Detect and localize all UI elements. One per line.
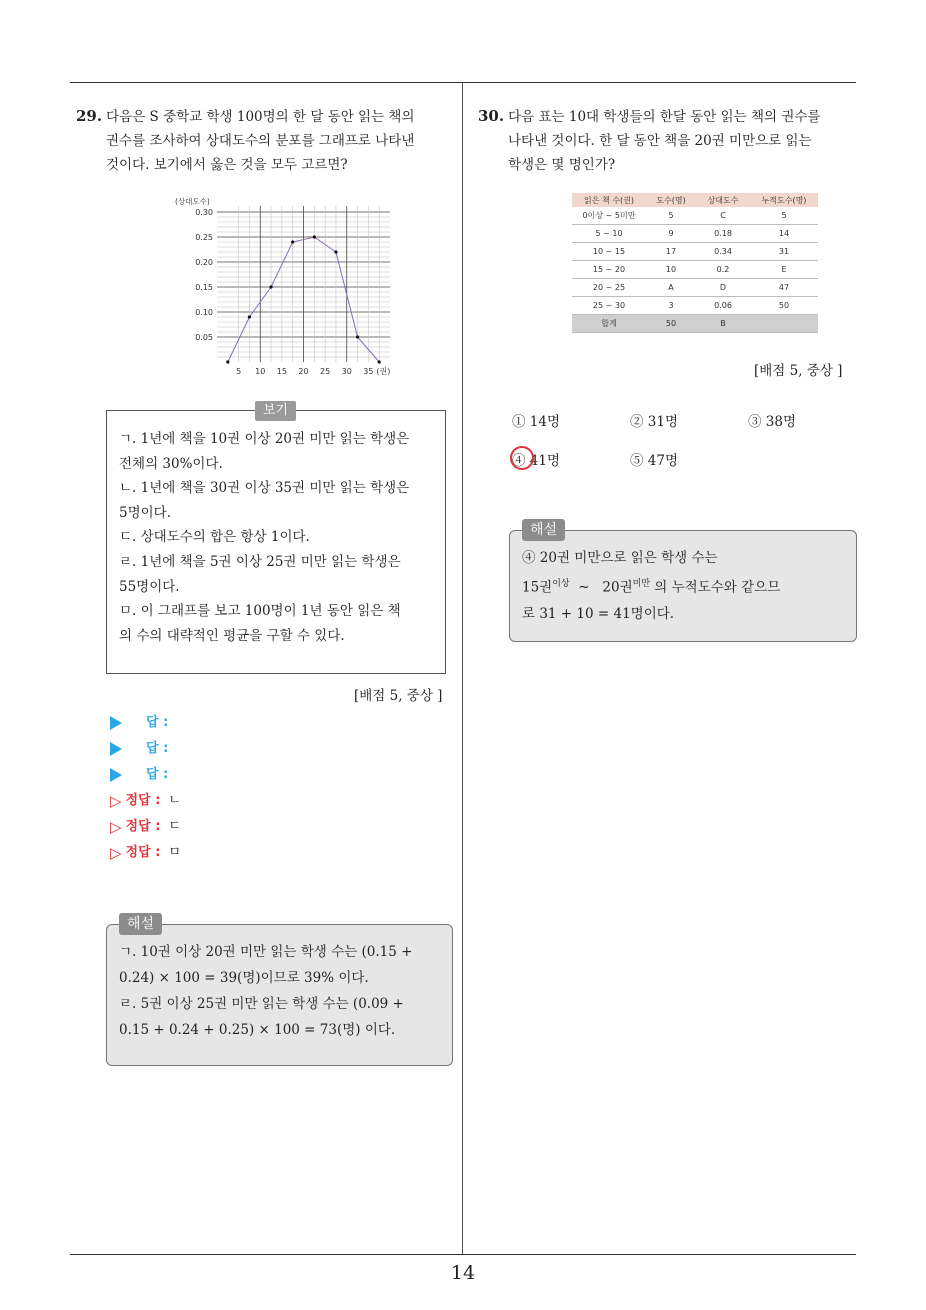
x-tick-label: 10 [255,367,266,376]
answer-row [110,736,168,762]
table-row [572,297,818,315]
question-text-line: 권수를 조사하여 상대도수의 분포를 그래프로 나타낸 [106,133,415,149]
final-answer-row [110,788,181,814]
final-answer-row [110,814,181,840]
explanation-line: 0.15 + 0.24 + 0.25) × 100 = 73(명) 이다. [119,1022,396,1038]
explanation-line: ㄱ. 10권 이상 20권 미만 읽는 학생 수는 (0.15 + [119,944,413,960]
table-row [572,261,818,279]
expl-text: ~ 20권 [569,579,633,596]
table-cell: 15 ~ 20 [572,261,646,279]
table-header: 상대도수 [696,193,750,207]
score-label: [배점 5, 중상 ] [754,363,843,379]
question-text-line: 나타낸 것이다. 한 달 동안 책을 20권 미만으로 읽는 [508,133,812,149]
final-answer-label: 정답 : [125,793,161,808]
answer-row [110,710,168,736]
expl-text: 의 누적도수와 같으므 [650,579,781,596]
data-point [226,360,229,363]
choice-4[interactable]: ④ 41명 [512,453,561,469]
table-row [572,207,818,225]
question-30 [478,104,858,177]
table-cell: 10 [646,261,696,279]
final-answers [110,788,181,866]
answer-row [110,762,168,788]
chart-svg [165,192,405,382]
table-cell: C [696,207,750,225]
table-cell: 합계 [572,315,646,333]
column-divider [462,83,463,1254]
y-axis-label: (상대도수) [175,197,210,206]
y-tick-label: 0.25 [195,233,213,242]
data-point [356,335,359,338]
bogi-box [106,403,446,674]
table-cell: 5 ~ 10 [572,225,646,243]
expl-sup: 미만 [632,579,651,589]
table-row [572,225,818,243]
bogi-line: ㄷ. 상대도수의 합은 항상 1이다. [119,529,310,546]
top-rule [70,82,856,83]
answer-blanks [110,710,168,788]
final-answer-label: 정답 : [125,845,161,860]
question-text-line: 학생은 몇 명인가? [508,157,616,173]
table-total-row [572,315,818,333]
relative-frequency-chart [165,192,405,382]
table-cell [750,315,818,333]
expl-sup: 이상 [552,579,570,589]
table-cell: 0.2 [696,261,750,279]
explanation-line [522,571,844,601]
triangle-icon [110,742,122,756]
score-label: [배점 5, 중상 ] [354,688,443,704]
table-cell: 31 [750,243,818,261]
bogi-line: 의 수의 대략적인 평균을 구할 수 있다. [119,627,345,644]
data-point [291,240,294,243]
final-answer-value: ㄴ [168,793,181,808]
question-text-line: 다음 표는 10대 학생들의 한달 동안 읽는 책의 권수를 [508,109,821,125]
explanation-tag: 해설 [119,913,162,935]
bogi-line: ㄱ. 1년에 책을 10권 이상 20권 미만 읽는 학생은 [119,431,410,447]
bogi-line: ㄴ. 1년에 책을 30권 이상 35권 미만 읽는 학생은 [119,480,410,497]
table-cell: E [750,261,818,279]
table-cell: 0이상 ~ 5미만 [572,207,646,225]
explanation-tag: 해설 [522,519,565,541]
table-header: 읽은 책 수(권) [572,193,646,207]
table-cell: 9 [646,225,696,243]
choice-2[interactable]: ② 31명 [630,414,679,430]
table-cell: 5 [646,207,696,225]
data-point [248,315,251,318]
triangle-outline-icon: ▷ [110,792,122,810]
bogi-line: ㄹ. 1년에 책을 5권 이상 25권 미만 읽는 학생은 [119,553,401,570]
data-point [334,250,337,253]
table-cell: B [696,315,750,333]
answer-label: 답 : [146,767,169,782]
choice-1[interactable]: ① 14명 [512,414,561,430]
data-point [378,360,381,363]
question-number: 30. [478,107,505,125]
final-answer-value: ㅁ [168,845,181,860]
table-cell: 5 [750,207,818,225]
bogi-title: 보기 [255,401,296,421]
table-cell: 25 ~ 30 [572,297,646,315]
table-cell: 0.18 [696,225,750,243]
bogi-line: 전체의 30%이다. [119,455,223,472]
bogi-line: 55명이다. [119,578,180,595]
y-tick-label: 0.30 [195,208,213,217]
table-cell: 14 [750,225,818,243]
explanation-line: ④ 20권 미만으로 읽은 학생 수는 [522,550,718,566]
x-tick-label: 35 [363,367,374,376]
final-answer-value: ㄷ [168,819,181,834]
selected-answer-circle [510,446,534,470]
bogi-line: 5명이다. [119,504,172,521]
table-header: 도수(명) [646,193,696,207]
explanation-line: 로 31 + 10 = 41명이다. [522,605,675,622]
choice-3[interactable]: ③ 38명 [748,414,797,430]
data-point [313,235,316,238]
bogi-line: ㅁ. 이 그래프를 보고 100명이 1년 동안 읽은 책 [119,603,401,620]
triangle-icon [110,716,122,730]
bottom-rule [70,1254,856,1255]
triangle-outline-icon: ▷ [110,844,122,862]
x-tick-label: 5 [236,367,242,376]
expl-text: 15권 [522,579,553,596]
answer-label: 답 : [146,741,169,756]
table-cell: 20 ~ 25 [572,279,646,297]
question-text-line: 다음은 S 중학교 학생 100명의 한 달 동안 읽는 책의 [106,109,415,125]
table-cell: 50 [646,315,696,333]
table-header-row [572,193,818,207]
data-point [269,285,272,288]
table-cell: 0.06 [696,297,750,315]
explanation-line: ㄹ. 5권 이상 25권 미만 읽는 학생 수는 (0.09 + [119,996,404,1012]
explanation-line: 0.24) × 100 = 39(명)이므로 39% 이다. [119,970,369,986]
answer-label: 답 : [146,715,169,730]
explanation-box-30 [509,522,857,642]
x-tick-label: 15 [276,367,287,376]
table-cell: D [696,279,750,297]
triangle-icon [110,768,122,782]
question-text-line: 것이다. 보기에서 옳은 것을 모두 고르면? [106,157,348,173]
question-number: 29. [76,107,103,125]
question-29 [76,104,456,177]
x-tick-label: 20 [298,367,309,376]
table-cell: 47 [750,279,818,297]
x-tick-label: 30 [341,367,352,376]
y-tick-label: 0.10 [195,308,213,317]
table-cell: 0.34 [696,243,750,261]
table-cell: 10 ~ 15 [572,243,646,261]
triangle-outline-icon: ▷ [110,818,122,836]
table-cell: A [646,279,696,297]
table-cell: 50 [750,297,818,315]
y-tick-label: 0.15 [195,283,213,292]
x-axis-label: (권) [376,367,391,376]
y-tick-label: 0.20 [195,258,213,267]
y-tick-label: 0.05 [195,333,213,342]
table-row [572,279,818,297]
explanation-box-29 [106,916,453,1066]
final-answer-label: 정답 : [125,819,161,834]
frequency-table [572,193,818,333]
choice-5[interactable]: ⑤ 47명 [630,453,679,469]
final-answer-row [110,840,181,866]
table-row [572,243,818,261]
table-header: 누적도수(명) [750,193,818,207]
page-number: 14 [450,1262,476,1284]
x-tick-label: 25 [320,367,331,376]
table-cell: 17 [646,243,696,261]
table-cell: 3 [646,297,696,315]
